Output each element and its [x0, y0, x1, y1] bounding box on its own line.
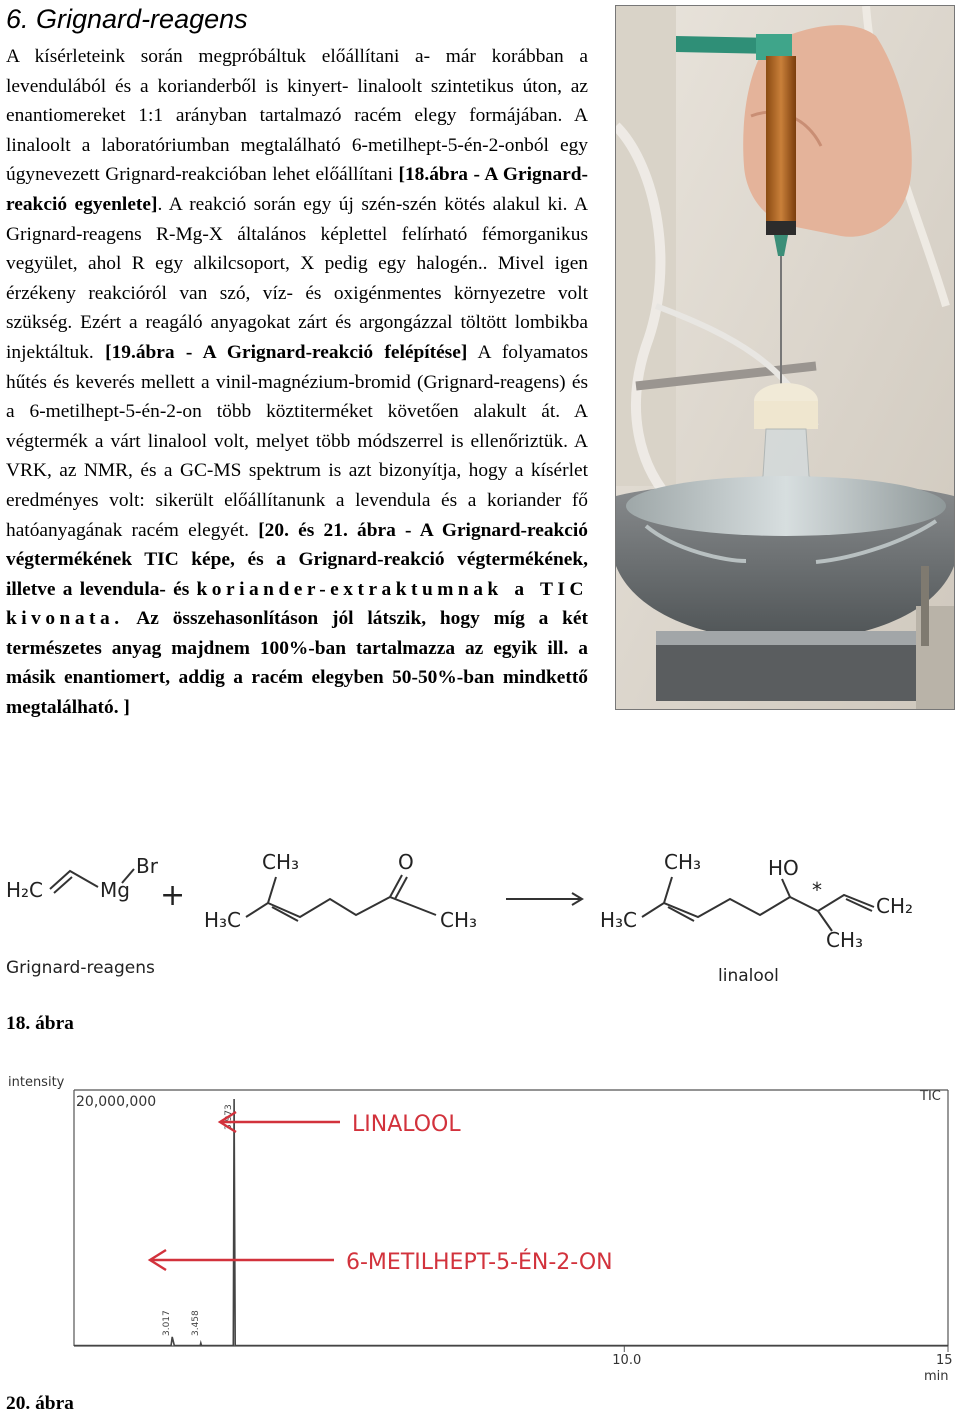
ketone-o: O: [398, 850, 414, 874]
figure-18-label: 18. ábra: [6, 1013, 74, 1034]
y-axis-label: intensity: [8, 1075, 65, 1090]
mg-label: Mg: [100, 878, 130, 902]
tic-trace: [74, 1099, 948, 1346]
peak-label-0: 3.017: [162, 1310, 173, 1336]
peak-label-2: 3.973: [224, 1104, 235, 1130]
body-text-3: A folyamatos hűtés és keverés mellett a vinil-magnézium-bromid (Grignard-reagens) és a 6-metilhept-5-én-2-on több köztiterméket követően alakult át. A végtermék a várt linalool volt, melyet több módszerrel is ellenőriztük. A VRK, az NMR, és a GC-MS spektrum is azt bizonyítja, hogy a kísérlet eredményes volt: sikerült előállítanunk a levendula és a koriander fő hatóanyagának racém elegyét.: [6, 341, 588, 541]
ketone-annotation: 6-METILHEPT-5-ÉN-2-ON: [346, 1250, 613, 1275]
product-h3c: H₃C: [600, 908, 638, 932]
body-text-1: A kísérleteink során megpróbáltuk előállítani a- már korábban a levendulából és a korianderből is kinyert- linaloolt szintetikus úton, az enantiomereket 1:1 arányban tartalmazó racém elegy formájában. A linaloolt a laboratóriumban megtalálható 6-metilhept-5-én-2-onból egy úgynevezett Grignard-reakcióban lehet előállítani: [6, 46, 588, 186]
figure-20-label: 20. ábra: [6, 1393, 74, 1414]
x-tick-label-1: 15: [936, 1353, 953, 1368]
ketone-ch3-top: CH₃: [262, 850, 300, 874]
br-label: Br: [136, 854, 158, 878]
plus-sign: +: [160, 878, 186, 913]
product-ch2: CH₂: [876, 894, 914, 918]
section-heading: 6. Grignard-reagens: [6, 4, 248, 34]
y-scale-label: 20,000,000: [76, 1094, 157, 1110]
figure-19-reference: [19.ábra - A Grignard-reakció felépítése]: [105, 341, 468, 363]
h2c-label: H₂C: [6, 878, 44, 902]
chiral-star: *: [812, 878, 822, 902]
product-ho: HO: [768, 856, 799, 880]
reaction-setup-photo: [615, 5, 955, 710]
linalool-annotation: LINALOOL: [352, 1112, 461, 1137]
linalool-label: linalool: [718, 966, 779, 986]
tic-chromatogram: [0, 1068, 960, 1388]
chart-tag: TIC: [920, 1089, 941, 1104]
ketone-ch3-right: CH₃: [440, 908, 478, 932]
grignard-reaction-scheme: [0, 835, 960, 995]
x-axis-label: min: [924, 1369, 949, 1384]
figure-20-reference: [20. és 21. ábra - A Grignard-reakció végtermékének TIC képe, és a Grignard-reakció végtermékének, illetve a levendula- és koriander-extraktumnak a TIC kivonata. Az összehasonlításon jól látszik, hogy míg a két természetes anyag majdnem 100%-ban tartalmazza az egyik ill. a másik enantiomert, addig a racém elegyben 50-50%-ban mindkettő megtalálható. ]: [6, 519, 588, 719]
product-ch3-top: CH₃: [664, 850, 702, 874]
grignard-reagent-label: Grignard-reagens: [6, 958, 155, 978]
body-text-2: . A reakció során egy új szén-szén kötés alakul ki. A Grignard-reagens R-Mg-X általános képlettel felírható fémorganikus vegyület, ahol R egy alkilcsoport, X pedig egy halogén.. Mivel igen érzékeny reakcióról van szó, víz- és oxigénmentes környezetre volt szükség. Ezért a reagáló anyagokat zárt és argongázzal töltött lombikba injektáltuk.: [6, 193, 588, 363]
x-tick-label-0: 10.0: [612, 1353, 642, 1368]
peak-label-1: 3.458: [190, 1310, 201, 1336]
figure-18-reference: [18.ábra - A Grignard-reakció egyenlete]: [6, 164, 588, 215]
ketone-h3c: H₃C: [204, 908, 242, 932]
product-ch3-bottom: CH₃: [826, 928, 864, 952]
